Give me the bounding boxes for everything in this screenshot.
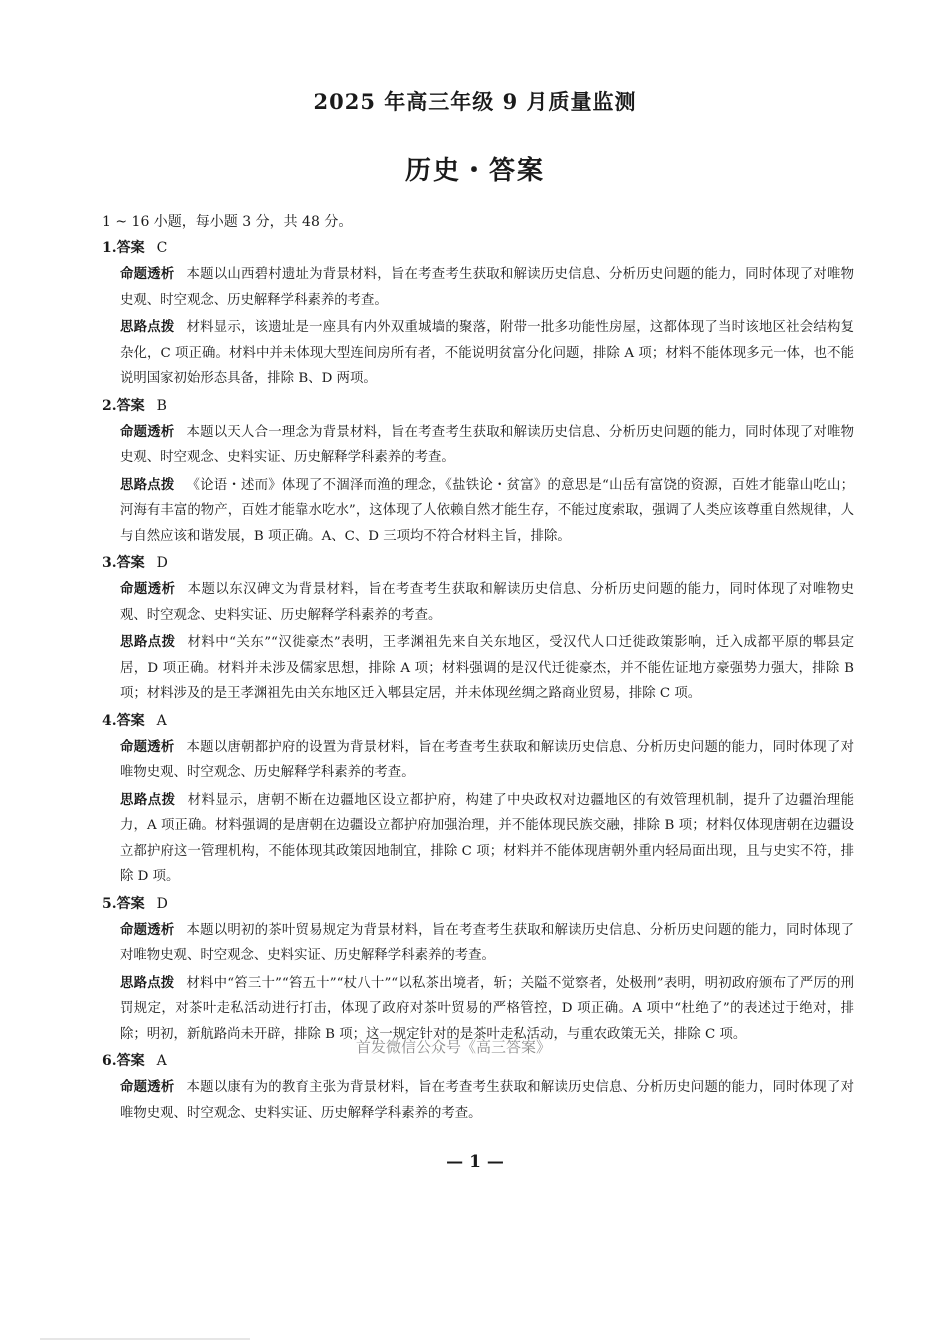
- question-block-1: [102, 236, 854, 392]
- analysis-text: 本题以山西碧村遗址为背景材料，旨在考查考生获取和解读历史信息、分析历史问题的能力，同时体现了对唯物史观、时空观念、历史解释学科素养的考查。: [120, 267, 855, 308]
- answer-value: D: [156, 555, 168, 571]
- analysis-text: 本题以东汉碑文为背景材料，旨在考查考生获取和解读历史信息、分析历史问题的能力，同时体现了对唯物史观、时空观念、史料实证、历史解释学科素养的考查。: [120, 582, 854, 623]
- analysis-text: 本题以康有为的教育主张为背景材料，旨在考查考生获取和解读历史信息、分析历史问题的能力，同时体现了对唯物史观、时空观念、史料实证、历史解释学科素养的考查。: [120, 1080, 855, 1121]
- analysis-label: 命题透析: [120, 738, 175, 755]
- hint-paragraph: [120, 315, 854, 392]
- analysis-label: 命题透析: [120, 266, 175, 282]
- answer-line: [102, 236, 854, 260]
- answer-line: [102, 394, 854, 418]
- analysis-paragraph: [120, 262, 854, 313]
- answer-label: 答案: [116, 712, 145, 729]
- hint-text: 材料中“笞三十”“笞五十”“杖八十”“以私茶出境者，斩；关隘不觉察者，处极刑”表明，明初政府颁布了严厉的刑罚规定，对茶叶走私活动进行打击，体现了政府对茶叶贸易的严格管控，D 项正确。A 项中“杜绝了”的表述过于绝对，排除；明初，新航路尚未开辟，排除 B 项；这一规定针对的是茶叶走私活动，与重农政策无关，排除 C 项。: [120, 975, 855, 1042]
- answer-value: B: [156, 397, 167, 414]
- answer-value: A: [156, 712, 167, 729]
- answer-line: [102, 892, 854, 916]
- answer-line: [102, 709, 854, 733]
- answer-label: 答案: [116, 397, 145, 414]
- page-number: — 1 —: [446, 1152, 504, 1172]
- analysis-paragraph: [120, 577, 854, 628]
- section-intro: 1 ~ 16 小题，每小题 3 分，共 48 分。: [102, 214, 353, 230]
- question-block-2: [102, 394, 854, 550]
- hint-paragraph: [120, 788, 854, 890]
- analysis-label: 命题透析: [120, 581, 176, 597]
- question-block-5: [102, 892, 854, 1048]
- analysis-paragraph: [120, 918, 854, 969]
- hint-text: 《论语・述而》体现了不涸泽而渔的理念，《盐铁论・贫富》的意思是“山岳有富饶的资源，百姓才能靠山吃山；河海有丰富的物产，百姓才能靠水吃水”，这体现了人依赖自然才能生存，不能过度索取，强调了人类应该尊重自然规律，人与自然应该和谐发展，B 项正确。A、C、D 三项均不符合材料主旨，排除。: [120, 477, 854, 544]
- hint-paragraph: [120, 473, 854, 550]
- question-number: 3.: [102, 555, 117, 571]
- analysis-text: 本题以唐朝都护府的设置为背景材料，旨在考查考生获取和解读历史信息、分析历史问题的能力，同时体现了对唯物史观、时空观念、历史解释学科素养的考查。: [120, 739, 855, 780]
- analysis-text: 本题以明初的茶叶贸易规定为背景材料，旨在考查考生获取和解读历史信息、分析历史问题的能力，同时体现了对唯物史观、时空观念、史料实证、历史解释学科素养的考查。: [120, 922, 855, 963]
- hint-label: 思路点拨: [120, 634, 176, 650]
- bottom-divider: [40, 1338, 250, 1340]
- answer-label: 答案: [116, 240, 145, 256]
- hint-text: 材料显示，该遗址是一座具有内外双重城墙的聚落，附带一批多功能性房屋，这都体现了当时该地区社会结构复杂化，C 项正确。材料中并未体现大型连间房所有者，不能说明贫富分化问题，排除 A 项；材料不能体现多元一体，也不能说明国家初始形态具备，排除 B、D 两项。: [120, 320, 855, 386]
- analysis-paragraph: [120, 1075, 854, 1126]
- answer-value: D: [156, 895, 168, 912]
- question-block-3: [102, 551, 854, 707]
- analysis-paragraph: [120, 735, 854, 786]
- question-block-6: [102, 1049, 854, 1126]
- answer-label: 答案: [116, 1053, 145, 1069]
- hint-label: 思路点拨: [120, 974, 175, 991]
- hint-label: 思路点拨: [120, 791, 176, 808]
- question-number: 1.: [102, 240, 117, 256]
- exam-title: 2025 年高三年级 9 月质量监测: [313, 89, 637, 114]
- analysis-label: 命题透析: [120, 1079, 175, 1095]
- hint-text: 材料显示，唐朝不断在边疆地区设立都护府，构建了中央政权对边疆地区的有效管理机制，提升了边疆治理能力，A 项正确。材料强调的是唐朝在边疆设立都护府加强治理，并不能体现民族交融，排除 B 项；材料仅体现唐朝在边疆设立都护府这一管理机构，不能体现其政策因地制宜，排除 C 项；材料并不能体现唐朝外重内轻局面出现，且与史实不符，排除 D 项。: [120, 792, 854, 884]
- question-block-4: [102, 709, 854, 890]
- question-number: 5.: [102, 895, 117, 912]
- answer-content: [102, 210, 854, 1128]
- analysis-text: 本题以天人合一理念为背景材料，旨在考查考生获取和解读历史信息、分析历史问题的能力，同时体现了对唯物史观、时空观念、史料实证、历史解释学科素养的考查。: [120, 424, 855, 465]
- answer-label: 答案: [116, 895, 145, 912]
- question-number: 6.: [102, 1053, 117, 1069]
- answer-label: 答案: [116, 555, 145, 571]
- analysis-paragraph: [120, 420, 854, 471]
- subject-title: 历史・答案: [404, 156, 545, 186]
- watermark: 首发微信公众号《高三答案》: [356, 1038, 552, 1056]
- hint-label: 思路点拨: [120, 319, 175, 335]
- analysis-label: 命题透析: [120, 423, 175, 440]
- answer-line: [102, 551, 854, 575]
- answer-value: A: [156, 1053, 167, 1069]
- hint-paragraph: [120, 630, 854, 707]
- question-number: 4.: [102, 712, 117, 729]
- hint-label: 思路点拨: [120, 476, 175, 493]
- hint-text: 材料中“关东”“汉徙豪杰”表明，王孝渊祖先来自关东地区，受汉代人口迁徙政策影响，迁入成都平原的郫县定居，D 项正确。材料并未涉及儒家思想，排除 A 项；材料强调的是汉代迁徙豪杰，并不能佐证地方豪强势力强大，排除 B 项；材料涉及的是王孝渊祖先由关东地区迁入郫县定居，并未体现丝绸之路商业贸易，排除 C 项。: [120, 635, 854, 701]
- answer-value: C: [156, 240, 168, 256]
- question-number: 2.: [102, 397, 117, 414]
- analysis-label: 命题透析: [120, 921, 175, 938]
